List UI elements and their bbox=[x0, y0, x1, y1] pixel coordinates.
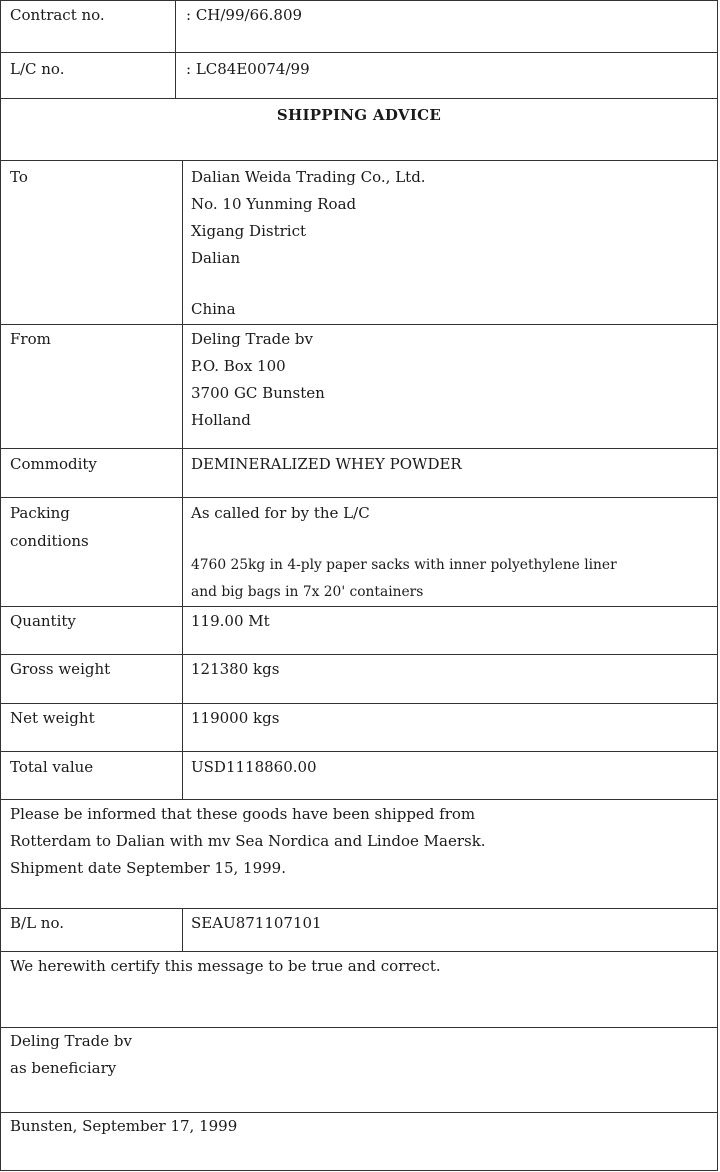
rule bbox=[717, 0, 718, 1170]
to-line-2: No. 10 Yunming Road bbox=[191, 195, 357, 213]
to-line-4: Dalian bbox=[191, 249, 241, 267]
commodity-value: DEMINERALIZED WHEY POWDER bbox=[191, 455, 462, 473]
notice-line-1: Please be informed that these goods have been shipped from bbox=[10, 805, 476, 823]
contract-label: Contract no. bbox=[10, 6, 105, 24]
lc-value: : LC84E0074/99 bbox=[186, 60, 310, 78]
rule bbox=[182, 160, 183, 799]
gross-weight-label: Gross weight bbox=[10, 660, 111, 678]
net-weight-value: 119000 kgs bbox=[191, 709, 280, 727]
to-line-1: Dalian Weida Trading Co., Ltd. bbox=[191, 168, 426, 186]
packing-line-2: 4760 25kg in 4-ply paper sacks with inner polyethylene liner bbox=[191, 557, 617, 573]
bl-label: B/L no. bbox=[10, 914, 65, 932]
to-line-5: China bbox=[191, 300, 236, 318]
quantity-label: Quantity bbox=[10, 612, 76, 630]
rule bbox=[0, 497, 718, 498]
total-value-value: USD1118860.00 bbox=[191, 758, 317, 776]
rule bbox=[0, 951, 718, 952]
packing-line-3: and big bags in 7x 20' containers bbox=[191, 584, 424, 600]
quantity-value: 119.00 Mt bbox=[191, 612, 270, 630]
notice-line-3: Shipment date September 15, 1999. bbox=[10, 859, 286, 877]
rule bbox=[0, 799, 718, 800]
beneficiary-line-1: Deling Trade bv bbox=[10, 1032, 132, 1050]
rule bbox=[0, 448, 718, 449]
notice-line-2: Rotterdam to Dalian with mv Sea Nordica and Lindoe Maersk. bbox=[10, 832, 486, 850]
to-line-3: Xigang District bbox=[191, 222, 306, 240]
from-line-4: Holland bbox=[191, 411, 251, 429]
rule bbox=[0, 160, 718, 161]
beneficiary-line-2: as beneficiary bbox=[10, 1059, 117, 1077]
commodity-label: Commodity bbox=[10, 455, 97, 473]
rule bbox=[0, 606, 718, 607]
rule bbox=[0, 324, 718, 325]
document-title: SHIPPING ADVICE bbox=[276, 106, 442, 124]
rule bbox=[0, 703, 718, 704]
packing-line-1: As called for by the L/C bbox=[191, 504, 370, 522]
certification-text: We herewith certify this message to be true and correct. bbox=[10, 957, 441, 975]
from-line-3: 3700 GC Bunsten bbox=[191, 384, 325, 402]
net-weight-label: Net weight bbox=[10, 709, 95, 727]
packing-label-line-2: conditions bbox=[10, 532, 89, 550]
packing-label-line-1: Packing bbox=[10, 504, 70, 522]
rule bbox=[0, 908, 718, 909]
rule bbox=[0, 1112, 718, 1113]
gross-weight-value: 121380 kgs bbox=[191, 660, 280, 678]
total-value-label: Total value bbox=[10, 758, 94, 776]
rule bbox=[0, 1170, 718, 1171]
lc-label: L/C no. bbox=[10, 60, 65, 78]
rule bbox=[0, 98, 718, 99]
bl-value: SEAU871107101 bbox=[191, 914, 322, 932]
contract-value: : CH/99/66.809 bbox=[186, 6, 303, 24]
rule bbox=[0, 1027, 718, 1028]
rule bbox=[175, 0, 176, 98]
to-label: To bbox=[10, 168, 28, 186]
rule bbox=[0, 751, 718, 752]
rule bbox=[0, 52, 718, 53]
from-label: From bbox=[10, 330, 51, 348]
rule bbox=[0, 0, 1, 1170]
place-date: Bunsten, September 17, 1999 bbox=[10, 1117, 238, 1135]
from-line-2: P.O. Box 100 bbox=[191, 357, 286, 375]
rule bbox=[0, 0, 718, 1]
rule bbox=[182, 908, 183, 951]
from-line-1: Deling Trade bv bbox=[191, 330, 313, 348]
rule bbox=[0, 654, 718, 655]
